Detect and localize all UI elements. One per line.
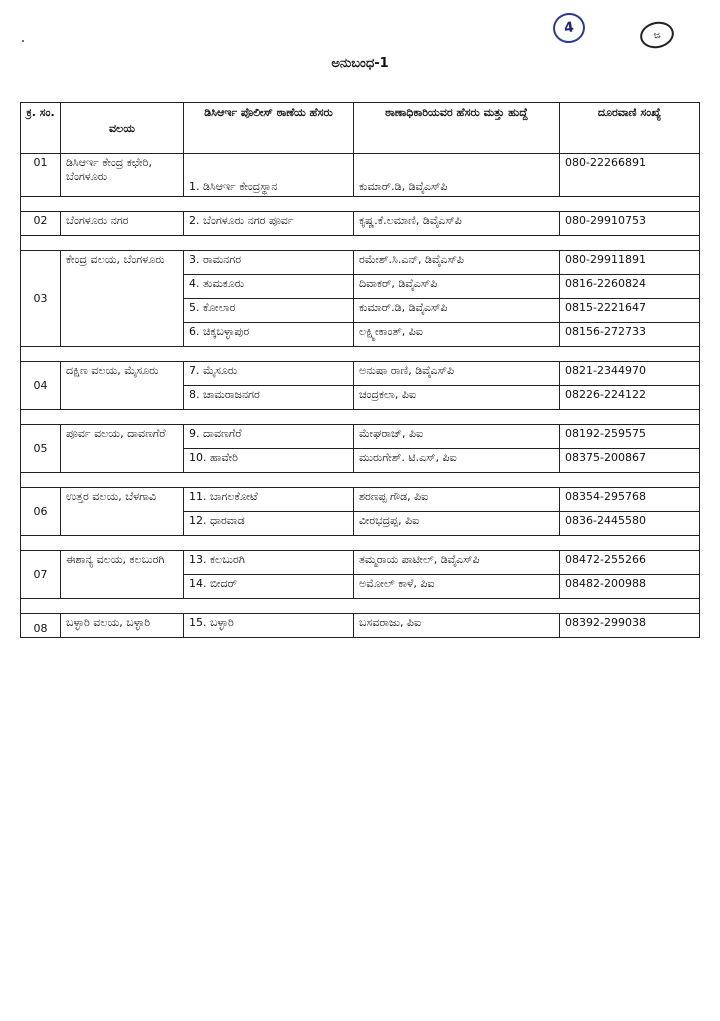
separator-cell <box>21 347 700 362</box>
officer-name: ಕುಮಾರ್.ಡಿ, ಡಿವೈಎಸ್‌ಪಿ <box>354 154 560 197</box>
phone-number: 08354-295768 <box>560 488 700 512</box>
phone-number: 08472-255266 <box>560 551 700 575</box>
serial-number: 03 <box>21 251 61 347</box>
phone-number: 08375-200867 <box>560 449 700 473</box>
station-name: 3. ರಾಮನಗರ <box>184 251 354 275</box>
officer-name: ಮುರುಗೇಶ್. ಟಿ.ಎಸ್, ಪಿಐ <box>354 449 560 473</box>
initials-signature <box>638 19 677 52</box>
phone-number: 08192-259575 <box>560 425 700 449</box>
zone-name: ಕೇಂದ್ರ ವಲಯ, ಬೆಂಗಳೂರು <box>61 251 184 347</box>
table-row <box>21 212 700 236</box>
scan-speck <box>22 40 24 42</box>
phone-number: 0816-2260824 <box>560 275 700 299</box>
table-row <box>21 425 700 449</box>
officer-name: ಕೃಷ್ಣ.ಕೆ.ಲಮಾಣಿ, ಡಿವೈಎಸ್‌ಪಿ <box>354 212 560 236</box>
group-separator <box>21 347 700 362</box>
contact-table <box>20 102 700 638</box>
table-row <box>21 154 700 197</box>
officer-name: ಅನುಷಾ ರಾಣಿ, ಡಿವೈಎಸ್‌ಪಿ <box>354 362 560 386</box>
officer-name: ಬಸವರಾಜು, ಪಿಐ <box>354 614 560 638</box>
serial-number: 02 <box>21 212 61 236</box>
separator-cell <box>21 410 700 425</box>
page-title: ಅನುಬಂಧ-1 <box>331 56 389 71</box>
separator-cell <box>21 599 700 614</box>
station-name: 7. ಮೈಸೂರು <box>184 362 354 386</box>
header-sn: ಕ್ರ. ಸಂ. <box>21 103 61 154</box>
zone-name: ಬಳ್ಳಾರಿ ವಲಯ, ಬಳ್ಳಾರಿ <box>61 614 184 638</box>
phone-number: 08392-299038 <box>560 614 700 638</box>
phone-number: 08226-224122 <box>560 386 700 410</box>
phone-number: 080-29910753 <box>560 212 700 236</box>
station-name: 4. ತುಮಕೂರು <box>184 275 354 299</box>
phone-number: 08482-200988 <box>560 575 700 599</box>
zone-name: ಡಿಸಿಆರ್ಇ ಕೇಂದ್ರ ಕಛೇರಿ, ಬೆಂಗಳೂರು <box>61 154 184 197</box>
station-name: 2. ಬೆಂಗಳೂರು ನಗರ ಪೂರ್ವ <box>184 212 354 236</box>
separator-cell <box>21 536 700 551</box>
serial-number: 07 <box>21 551 61 599</box>
table-row <box>21 551 700 575</box>
station-name: 11. ಬಾಗಲಕೋಟೆ <box>184 488 354 512</box>
officer-name: ರಮೇಶ್.ಸಿ.ಎನ್, ಡಿವೈಎಸ್‌ಪಿ <box>354 251 560 275</box>
table-row <box>21 614 700 638</box>
serial-number: 05 <box>21 425 61 473</box>
page-number-stamp <box>551 11 587 45</box>
signature-mark: ಜ <box>652 28 662 42</box>
header-phone: ದೂರವಾಣಿ ಸಂಖ್ಯೆ <box>560 103 700 154</box>
header-row <box>21 103 700 154</box>
table-row <box>21 488 700 512</box>
separator-cell <box>21 197 700 212</box>
station-name: 6. ಚಿಕ್ಕಬಳ್ಳಾಪುರ <box>184 323 354 347</box>
table-row <box>21 251 700 275</box>
group-separator <box>21 536 700 551</box>
officer-name: ಅಮೋಲ್ ಕಾಳೆ, ಪಿಐ <box>354 575 560 599</box>
serial-number: 04 <box>21 362 61 410</box>
zone-name: ಬೆಂಗಳೂರು ನಗರ <box>61 212 184 236</box>
header-zone: ವಲಯ <box>61 103 184 154</box>
officer-name: ಮೇಘರಾಜ್, ಪಿಐ <box>354 425 560 449</box>
separator-cell <box>21 473 700 488</box>
officer-name: ಚಂದ್ರಕಲಾ, ಪಿಐ <box>354 386 560 410</box>
group-separator <box>21 197 700 212</box>
group-separator <box>21 410 700 425</box>
zone-name: ದಕ್ಷಿಣ ವಲಯ, ಮೈಸೂರು <box>61 362 184 410</box>
stamp-number: 4 <box>563 19 575 37</box>
officer-name: ಶರಣಪ್ಪ ಗೌಡ, ಪಿಐ <box>354 488 560 512</box>
officer-name: ವೀರಭದ್ರಪ್ಪ, ಪಿಐ <box>354 512 560 536</box>
station-name: 15. ಬಳ್ಳಾರಿ <box>184 614 354 638</box>
header-station: ಡಿಸಿಆರ್ಇ ಪೊಲೀಸ್ ಠಾಣೆಯ ಹೆಸರು <box>184 103 354 154</box>
group-separator <box>21 599 700 614</box>
station-name: 14. ಬೀದರ್ <box>184 575 354 599</box>
station-name: 12. ಧಾರವಾಡ <box>184 512 354 536</box>
station-name: 5. ಕೋಲಾರ <box>184 299 354 323</box>
serial-number: 01 <box>21 154 61 197</box>
zone-name: ಪೂರ್ವ ವಲಯ, ದಾವಣಗೆರೆ <box>61 425 184 473</box>
phone-number: 08156-272733 <box>560 323 700 347</box>
station-name: 8. ಚಾಮರಾಜನಗರ <box>184 386 354 410</box>
phone-number: 080-29911891 <box>560 251 700 275</box>
officer-name: ದಿವಾಕರ್, ಡಿವೈಎಸ್‌ಪಿ <box>354 275 560 299</box>
officer-name: ಕುಮಾರ್.ಡಿ, ಡಿವೈಎಸ್‌ಪಿ <box>354 299 560 323</box>
station-name: 9. ದಾವಣಗೆರೆ <box>184 425 354 449</box>
serial-number: 06 <box>21 488 61 536</box>
serial-number: 08 <box>21 614 61 638</box>
zone-name: ಈಶಾನ್ಯ ವಲಯ, ಕಲಬುರಗಿ <box>61 551 184 599</box>
phone-number: 080-22266891 <box>560 154 700 197</box>
station-name: 10. ಹಾವೇರಿ <box>184 449 354 473</box>
phone-number: 0815-2221647 <box>560 299 700 323</box>
zone-name: ಉತ್ತರ ವಲಯ, ಬೆಳಗಾವಿ <box>61 488 184 536</box>
group-separator <box>21 473 700 488</box>
header-officer: ಠಾಣಾಧಿಕಾರಿಯವರ ಹೆಸರು ಮತ್ತು ಹುದ್ದೆ <box>354 103 560 154</box>
group-separator <box>21 236 700 251</box>
table-row <box>21 362 700 386</box>
station-name: 13. ಕಲಬುರಗಿ <box>184 551 354 575</box>
officer-name: ತಮ್ಮರಾಯ ಪಾಟೀಲ್, ಡಿವೈಎಸ್‌ಪಿ <box>354 551 560 575</box>
officer-name: ಲಕ್ಷ್ಮೀಕಾಂತ್, ಪಿಐ <box>354 323 560 347</box>
table-body <box>21 154 700 638</box>
phone-number: 0821-2344970 <box>560 362 700 386</box>
station-name: 1. ಡಿಸಿಆರ್ಇ ಕೇಂದ್ರಸ್ಥಾನ <box>184 154 354 197</box>
phone-number: 0836-2445580 <box>560 512 700 536</box>
separator-cell <box>21 236 700 251</box>
